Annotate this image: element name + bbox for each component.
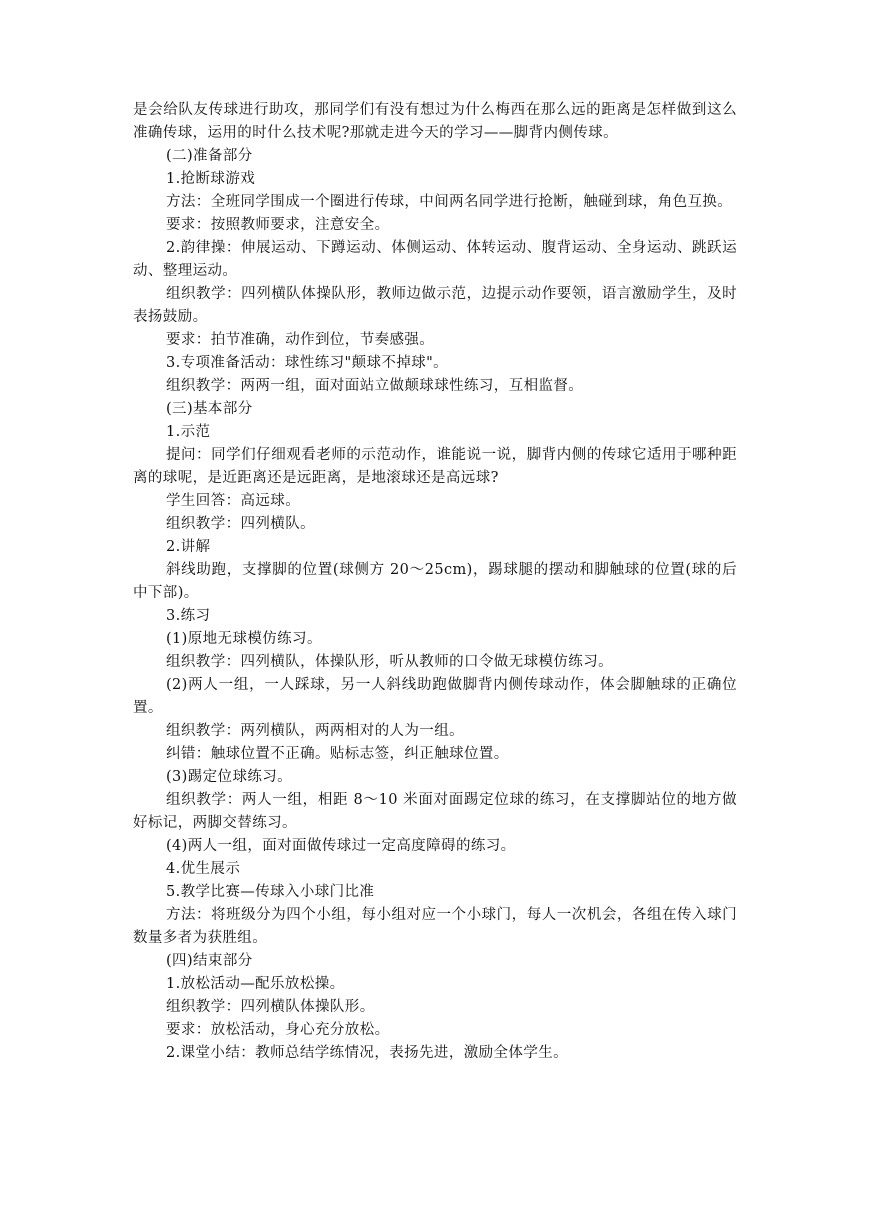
paragraph: 2.韵律操：伸展运动、下蹲运动、体侧运动、体转运动、腹背运动、全身运动、跳跃运动、整理运动。: [133, 240, 737, 279]
paragraph: 组织教学：四列横队。: [166, 516, 315, 532]
paragraph: 3.练习: [166, 608, 211, 624]
paragraph: 要求：拍节准确，动作到位，节奏感强。: [166, 332, 435, 348]
paragraph: 斜线助跑，支撑脚的位置(球侧方 20～25cm)，踢球腿的摆动和脚触球的位置(球的后中下部)。: [133, 562, 737, 601]
paragraph: 组织教学：两两一组，面对面站立做颠球球性练习，互相监督。: [166, 378, 584, 394]
paragraph: 4.优生展示: [166, 861, 241, 877]
paragraph: (三)基本部分: [166, 401, 253, 417]
paragraph: (3)踢定位球练习。: [166, 769, 293, 785]
paragraph: (4)两人一组，面对面做传球过一定高度障碍的练习。: [166, 838, 516, 854]
paragraph: 要求：放松活动，身心充分放松。: [166, 1022, 390, 1038]
paragraph: 学生回答：高远球。: [166, 493, 301, 509]
paragraph: 要求：按照教师要求，注意安全。: [166, 217, 390, 233]
paragraph: 提问：同学们仔细观看老师的示范动作，谁能说一说，脚背内侧的传球它适用于哪种距离的球呢，是近距离还是远距离，是地滚球还是高远球?: [133, 447, 737, 486]
paragraph: 1.示范: [166, 424, 211, 440]
paragraph: 方法：全班同学围成一个圈进行传球，中间两名同学进行抢断，触碰到球，角色互换。: [166, 194, 733, 210]
paragraph: 组织教学：四列横队体操队形。: [166, 999, 375, 1015]
paragraph: 组织教学：两列横队，两两相对的人为一组。: [166, 723, 464, 739]
paragraph: 纠错：触球位置不正确。贴标志签，纠正触球位置。: [166, 746, 509, 762]
document-body: [133, 99, 737, 1065]
paragraph: (四)结束部分: [166, 953, 253, 969]
paragraph: 组织教学：两人一组，相距 8～10 米面对面踢定位球的练习，在支撑脚站位的地方做好标记，两脚交替练习。: [133, 792, 737, 831]
paragraph: 方法：将班级分为四个小组，每小组对应一个小球门，每人一次机会，各组在传入球门数量多者为获胜组。: [133, 907, 737, 946]
paragraph: 2.讲解: [166, 539, 211, 555]
paragraph: 是会给队友传球进行助攻，那同学们有没有想过为什么梅西在那么远的距离是怎样做到这么准确传球，运用的时什么技术呢?那就走进今天的学习——脚背内侧传球。: [133, 102, 737, 141]
paragraph: 2.课堂小结：教师总结学练情况，表扬先进，激励全体学生。: [166, 1045, 569, 1061]
paragraph: (1)原地无球模仿练习。: [166, 631, 322, 647]
paragraph: 组织教学：四列横队体操队形，教师边做示范，边提示动作要领，语言激励学生，及时表扬鼓励。: [133, 286, 737, 325]
paragraph: 组织教学：四列横队，体操队形，听从教师的口令做无球模仿练习。: [166, 654, 613, 670]
paragraph: 5.教学比赛—传球入小球门比准: [166, 884, 375, 900]
paragraph: 1.抢断球游戏: [166, 171, 256, 187]
paragraph: 3.专项准备活动：球性练习"颠球不掉球"。: [166, 355, 449, 371]
paragraph: (2)两人一组，一人踩球，另一人斜线助跑做脚背内侧传球动作，体会脚触球的正确位置。: [133, 677, 737, 716]
paragraph: 1.放松活动—配乐放松操。: [166, 976, 345, 992]
paragraph: (二)准备部分: [166, 148, 253, 164]
